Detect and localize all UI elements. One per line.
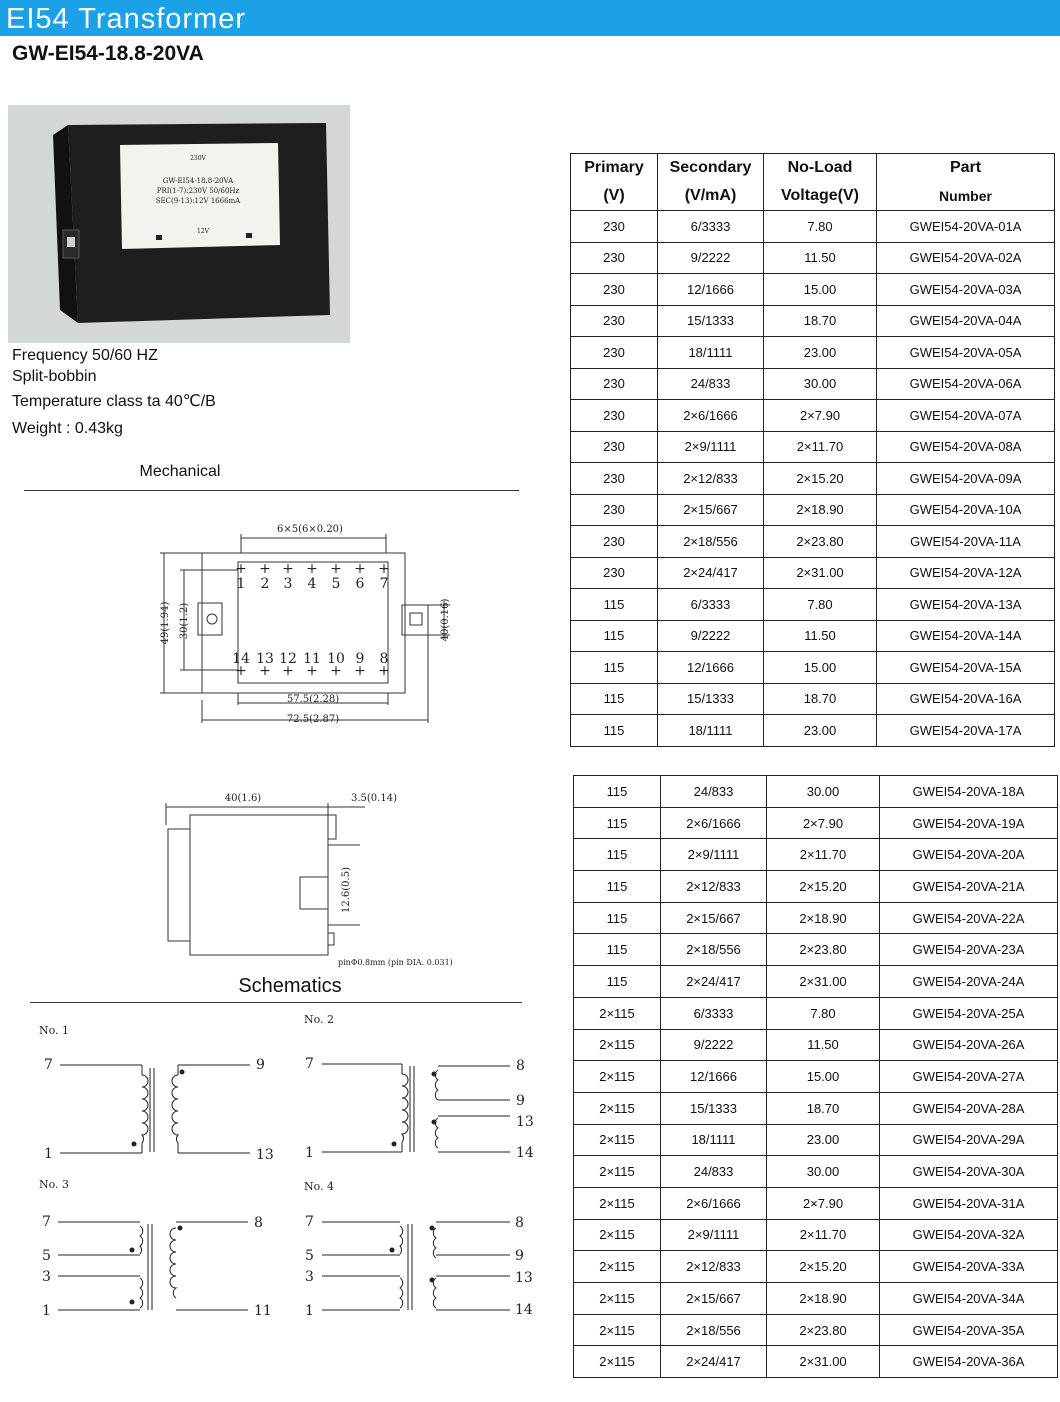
cell-no-load-voltage: 23.00 [767, 1124, 880, 1156]
cell-part-number: GWEI54-20VA-09A [877, 463, 1055, 495]
pin-number: 13 [515, 1270, 533, 1286]
cell-secondary: 2×24/417 [658, 557, 764, 589]
cell-part-number: GWEI54-20VA-36A [880, 1346, 1058, 1378]
cell-no-load-voltage: 2×11.70 [764, 431, 877, 463]
table-row [574, 966, 1058, 998]
pin-label: 12 [279, 651, 297, 667]
cell-secondary: 15/1333 [658, 305, 764, 337]
cell-no-load-voltage: 30.00 [767, 1156, 880, 1188]
cell-no-load-voltage: 7.80 [764, 589, 877, 621]
cell-primary: 115 [574, 966, 661, 998]
cell-no-load-voltage: 2×31.00 [767, 966, 880, 998]
cell-no-load-voltage: 2×18.90 [767, 1283, 880, 1315]
pin-number: 3 [305, 1269, 314, 1285]
table-row [571, 715, 1055, 747]
cell-primary: 115 [574, 871, 661, 903]
pin-number: 9 [516, 1093, 525, 1109]
cell-secondary: 2×6/1666 [658, 400, 764, 432]
table-row [574, 1187, 1058, 1219]
table-row [571, 431, 1055, 463]
pin-number: 14 [515, 1302, 533, 1318]
cell-secondary: 2×12/833 [661, 1251, 767, 1283]
photo-label-line: 230V [190, 155, 206, 162]
cell-part-number: GWEI54-20VA-03A [877, 274, 1055, 306]
table-row [571, 494, 1055, 526]
cell-part-number: GWEI54-20VA-08A [877, 431, 1055, 463]
table-row [571, 274, 1055, 306]
cell-secondary: 2×24/417 [661, 966, 767, 998]
spec-table-bottom [573, 775, 1058, 1378]
product-photo [8, 105, 350, 343]
page-banner [0, 0, 1060, 36]
cell-primary: 2×115 [574, 1219, 661, 1251]
cell-no-load-voltage: 2×7.90 [764, 400, 877, 432]
table-row [574, 807, 1058, 839]
cell-secondary: 6/3333 [658, 589, 764, 621]
schematic-diagrams [30, 1010, 550, 1320]
cell-no-load-voltage: 30.00 [767, 776, 880, 808]
svg-text:+: + [330, 663, 342, 679]
table-row [574, 1314, 1058, 1346]
pin-label: 11 [303, 651, 321, 667]
cell-no-load-voltage: 2×11.70 [767, 1219, 880, 1251]
pin-number: 1 [305, 1145, 314, 1161]
table-row [571, 242, 1055, 274]
cell-part-number: GWEI54-20VA-17A [877, 715, 1055, 747]
cell-no-load-voltage: 2×11.70 [767, 839, 880, 871]
cell-no-load-voltage: 30.00 [764, 368, 877, 400]
table-header-row [571, 154, 1055, 211]
cell-part-number: GWEI54-20VA-25A [880, 997, 1058, 1029]
cell-primary: 2×115 [574, 1092, 661, 1124]
cell-primary: 230 [571, 368, 658, 400]
table-row [574, 776, 1058, 808]
cell-secondary: 2×15/667 [658, 494, 764, 526]
dim-width-inner: 57.5(2.28) [286, 694, 340, 705]
cell-part-number: GWEI54-20VA-28A [880, 1092, 1058, 1124]
svg-text:+: + [259, 663, 271, 679]
table-row [574, 871, 1058, 903]
cell-no-load-voltage: 11.50 [767, 1029, 880, 1061]
table-row [571, 368, 1055, 400]
cell-part-number: GWEI54-20VA-11A [877, 526, 1055, 558]
svg-text:+: + [306, 561, 318, 577]
schematic-label: No. 4 [304, 1180, 335, 1193]
cell-secondary: 9/2222 [658, 620, 764, 652]
dim-pin-spacing: 6×5(6×0.20) [277, 524, 343, 535]
cell-primary: 115 [574, 902, 661, 934]
table-row [574, 1124, 1058, 1156]
cell-primary: 115 [571, 589, 658, 621]
cell-secondary: 24/833 [661, 1156, 767, 1188]
cell-secondary: 18/1111 [658, 337, 764, 369]
cell-part-number: GWEI54-20VA-26A [880, 1029, 1058, 1061]
cell-secondary: 2×15/667 [661, 1283, 767, 1315]
cell-primary: 2×115 [574, 1187, 661, 1219]
pin-number: 1 [44, 1146, 53, 1162]
pin-label: 3 [283, 576, 293, 592]
spec-weight: Weight : 0.43kg [12, 420, 123, 437]
cell-primary: 230 [571, 431, 658, 463]
svg-text:+: + [259, 561, 271, 577]
cell-secondary: 2×24/417 [661, 1346, 767, 1378]
cell-secondary: 9/2222 [661, 1029, 767, 1061]
cell-part-number: GWEI54-20VA-10A [877, 494, 1055, 526]
cell-primary: 2×115 [574, 1251, 661, 1283]
cell-primary: 230 [571, 494, 658, 526]
cell-no-load-voltage: 11.50 [764, 242, 877, 274]
svg-text:+: + [354, 561, 366, 577]
spec-table [570, 153, 1055, 747]
photo-label-line: 12V [197, 228, 209, 235]
pin-number: 9 [256, 1057, 265, 1073]
cell-part-number: GWEI54-20VA-35A [880, 1314, 1058, 1346]
cell-primary: 115 [574, 934, 661, 966]
cell-secondary: 2×9/1111 [661, 1219, 767, 1251]
schematic-label: No. 3 [39, 1178, 70, 1191]
cell-no-load-voltage: 2×15.20 [764, 463, 877, 495]
cell-primary: 230 [571, 274, 658, 306]
banner-title: EI54 Transformer [6, 3, 247, 35]
pin-number: 7 [42, 1214, 51, 1230]
dim-height-inner: 30(1.2) [179, 602, 190, 640]
cell-no-load-voltage: 11.50 [764, 620, 877, 652]
cell-primary: 2×115 [574, 997, 661, 1029]
cell-primary: 115 [571, 683, 658, 715]
cell-part-number: GWEI54-20VA-04A [877, 305, 1055, 337]
table-row [574, 1283, 1058, 1315]
svg-text:+: + [330, 561, 342, 577]
cell-primary: 2×115 [574, 1156, 661, 1188]
cell-part-number: GWEI54-20VA-21A [880, 871, 1058, 903]
cell-primary: 2×115 [574, 1124, 661, 1156]
cell-secondary: 12/1666 [658, 652, 764, 684]
cell-part-number: GWEI54-20VA-31A [880, 1187, 1058, 1219]
cell-primary: 230 [571, 337, 658, 369]
cell-primary: 115 [571, 715, 658, 747]
cell-secondary: 9/2222 [658, 242, 764, 274]
cell-secondary: 18/1111 [658, 715, 764, 747]
table-row [571, 526, 1055, 558]
cell-primary: 115 [574, 839, 661, 871]
table-row [574, 997, 1058, 1029]
table-row [574, 1219, 1058, 1251]
cell-no-load-voltage: 15.00 [767, 1061, 880, 1093]
table-row [571, 337, 1055, 369]
cell-secondary: 12/1666 [661, 1061, 767, 1093]
pin-label: 1 [236, 576, 246, 592]
pin-label: 13 [256, 651, 274, 667]
spec-bobbin: Split-bobbin [12, 368, 97, 385]
header-part-number: Part Number [877, 154, 1055, 211]
cell-no-load-voltage: 2×7.90 [767, 1187, 880, 1219]
transformer-illustration [8, 105, 350, 343]
schematic-label: No. 2 [304, 1013, 335, 1026]
cell-no-load-voltage: 18.70 [767, 1092, 880, 1124]
pin-number: 11 [254, 1303, 272, 1319]
table-row [574, 1092, 1058, 1124]
table-row [574, 1251, 1058, 1283]
spec-table [573, 775, 1058, 1378]
svg-text:+: + [282, 561, 294, 577]
table-row [571, 652, 1055, 684]
pin-label: 6 [355, 576, 365, 592]
mechanical-top-drawing [150, 515, 470, 730]
table-row [574, 934, 1058, 966]
pin-number: 7 [305, 1214, 314, 1230]
cell-part-number: GWEI54-20VA-34A [880, 1283, 1058, 1315]
svg-text:+: + [306, 663, 318, 679]
pin-label: 4 [307, 576, 317, 592]
table-row [574, 839, 1058, 871]
cell-primary: 230 [571, 211, 658, 243]
schematics-title: Schematics [238, 975, 342, 997]
cell-primary: 115 [574, 776, 661, 808]
cell-primary: 115 [574, 807, 661, 839]
photo-label-line: SEC(9-13):12V 1666mA [155, 197, 241, 205]
pin-label: 9 [355, 651, 365, 667]
cell-part-number: GWEI54-20VA-06A [877, 368, 1055, 400]
table-row [571, 683, 1055, 715]
cell-no-load-voltage: 15.00 [764, 652, 877, 684]
dim-side: 40(0.16) [440, 598, 451, 642]
table-row [574, 1029, 1058, 1061]
cell-secondary: 15/1333 [658, 683, 764, 715]
cell-no-load-voltage: 18.70 [764, 683, 877, 715]
cell-primary: 2×115 [574, 1029, 661, 1061]
pin-number: 8 [515, 1215, 524, 1231]
cell-part-number: GWEI54-20VA-29A [880, 1124, 1058, 1156]
cell-secondary: 2×6/1666 [661, 807, 767, 839]
cell-no-load-voltage: 23.00 [764, 715, 877, 747]
cell-primary: 115 [571, 652, 658, 684]
cell-secondary: 2×9/1111 [661, 839, 767, 871]
cell-part-number: GWEI54-20VA-14A [877, 620, 1055, 652]
dim-side-height: 12.6(0.5) [341, 867, 352, 913]
cell-primary: 230 [571, 400, 658, 432]
mechanical-divider [24, 490, 519, 491]
cell-secondary: 6/3333 [661, 997, 767, 1029]
pin-label: 10 [327, 651, 345, 667]
mechanical-title: Mechanical [139, 463, 221, 480]
spec-frequency: Frequency 50/60 HZ [12, 347, 158, 364]
svg-text:+: + [235, 663, 247, 679]
pin-number: 7 [305, 1056, 314, 1072]
cell-part-number: GWEI54-20VA-01A [877, 211, 1055, 243]
cell-part-number: GWEI54-20VA-05A [877, 337, 1055, 369]
cell-secondary: 2×18/556 [661, 1314, 767, 1346]
pin-number: 13 [516, 1114, 534, 1130]
cell-secondary: 2×18/556 [658, 526, 764, 558]
cell-no-load-voltage: 15.00 [764, 274, 877, 306]
cell-no-load-voltage: 2×7.90 [767, 807, 880, 839]
cell-secondary: 6/3333 [658, 211, 764, 243]
cell-secondary: 18/1111 [661, 1124, 767, 1156]
cell-secondary: 2×9/1111 [658, 431, 764, 463]
cell-no-load-voltage: 2×18.90 [767, 902, 880, 934]
cell-part-number: GWEI54-20VA-15A [877, 652, 1055, 684]
pin-number: 1 [42, 1303, 51, 1319]
cell-secondary: 2×15/667 [661, 902, 767, 934]
table-row [574, 1346, 1058, 1378]
pin-label: 2 [260, 576, 270, 592]
dim-pin-length: 3.5(0.14) [351, 793, 397, 804]
cell-primary: 2×115 [574, 1314, 661, 1346]
svg-text:+: + [282, 663, 294, 679]
table-row [574, 1156, 1058, 1188]
cell-primary: 230 [571, 463, 658, 495]
table-row [571, 620, 1055, 652]
model-number: GW-EI54-18.8-20VA [12, 42, 204, 65]
pin-label: 5 [331, 576, 341, 592]
cell-primary: 2×115 [574, 1283, 661, 1315]
svg-text:+: + [378, 561, 390, 577]
cell-secondary: 12/1666 [658, 274, 764, 306]
cell-secondary: 2×12/833 [661, 871, 767, 903]
table-row [571, 463, 1055, 495]
header-secondary: Secondary (V/mA) [658, 154, 764, 211]
pin-number: 8 [516, 1058, 525, 1074]
svg-text:+: + [378, 663, 390, 679]
cell-no-load-voltage: 23.00 [764, 337, 877, 369]
dim-side-depth: 40(1.6) [224, 793, 262, 804]
spec-temperature: Temperature class ta 40℃/B [12, 393, 216, 410]
cell-no-load-voltage: 2×15.20 [767, 871, 880, 903]
pin-number: 1 [305, 1303, 314, 1319]
cell-no-load-voltage: 2×23.80 [764, 526, 877, 558]
cell-secondary: 15/1333 [661, 1092, 767, 1124]
spec-table-top [570, 153, 1055, 747]
table-row [571, 305, 1055, 337]
cell-part-number: GWEI54-20VA-12A [877, 557, 1055, 589]
table-row [571, 400, 1055, 432]
spec-list [12, 345, 216, 439]
dim-width-outer: 72.5(2.87) [286, 714, 340, 725]
pin-label: 14 [232, 651, 250, 667]
pin-number: 5 [42, 1248, 51, 1264]
cell-part-number: GWEI54-20VA-23A [880, 934, 1058, 966]
pin-number: 7 [44, 1057, 53, 1073]
mechanical-side-drawing [160, 785, 480, 975]
pin-number: 5 [305, 1248, 314, 1264]
table-row [571, 557, 1055, 589]
dim-height-outer: 49(1.94) [160, 601, 171, 645]
cell-secondary: 24/833 [658, 368, 764, 400]
pin-number: 3 [42, 1269, 51, 1285]
svg-text:+: + [235, 561, 247, 577]
header-primary: Primary (V) [571, 154, 658, 211]
header-no-load-voltage: No-Load Voltage(V) [764, 154, 877, 211]
cell-part-number: GWEI54-20VA-20A [880, 839, 1058, 871]
cell-primary: 230 [571, 242, 658, 274]
pin-number: 8 [254, 1215, 263, 1231]
cell-primary: 230 [571, 305, 658, 337]
cell-part-number: GWEI54-20VA-18A [880, 776, 1058, 808]
table-row [571, 211, 1055, 243]
cell-secondary: 2×12/833 [658, 463, 764, 495]
cell-no-load-voltage: 2×31.00 [764, 557, 877, 589]
pin-number: 14 [516, 1145, 534, 1161]
cell-part-number: GWEI54-20VA-27A [880, 1061, 1058, 1093]
cell-no-load-voltage: 7.80 [764, 211, 877, 243]
cell-secondary: 24/833 [661, 776, 767, 808]
cell-part-number: GWEI54-20VA-32A [880, 1219, 1058, 1251]
cell-part-number: GWEI54-20VA-33A [880, 1251, 1058, 1283]
cell-no-load-voltage: 2×23.80 [767, 934, 880, 966]
cell-primary: 2×115 [574, 1346, 661, 1378]
cell-primary: 230 [571, 557, 658, 589]
cell-part-number: GWEI54-20VA-07A [877, 400, 1055, 432]
cell-primary: 230 [571, 526, 658, 558]
cell-no-load-voltage: 18.70 [764, 305, 877, 337]
cell-no-load-voltage: 7.80 [767, 997, 880, 1029]
cell-no-load-voltage: 2×23.80 [767, 1314, 880, 1346]
svg-text:+: + [354, 663, 366, 679]
pin-number: 9 [515, 1248, 524, 1264]
cell-part-number: GWEI54-20VA-24A [880, 966, 1058, 998]
cell-secondary: 2×6/1666 [661, 1187, 767, 1219]
cell-secondary: 2×18/556 [661, 934, 767, 966]
table-row [574, 1061, 1058, 1093]
cell-primary: 115 [571, 620, 658, 652]
cell-part-number: GWEI54-20VA-13A [877, 589, 1055, 621]
cell-part-number: GWEI54-20VA-22A [880, 902, 1058, 934]
photo-label-line: PRI(1-7):230V 50/60Hz [156, 187, 240, 195]
cell-part-number: GWEI54-20VA-02A [877, 242, 1055, 274]
schematics-divider [30, 1002, 522, 1003]
photo-label-line: GW-EI54-18.8-20VA [162, 177, 234, 185]
cell-no-load-voltage: 2×18.90 [764, 494, 877, 526]
cell-part-number: GWEI54-20VA-30A [880, 1156, 1058, 1188]
table-row [574, 902, 1058, 934]
table-row [571, 589, 1055, 621]
cell-part-number: GWEI54-20VA-19A [880, 807, 1058, 839]
pin-number: 13 [256, 1147, 274, 1163]
schematic-label: No. 1 [39, 1024, 70, 1037]
pin-label: 8 [379, 651, 389, 667]
cell-no-load-voltage: 2×15.20 [767, 1251, 880, 1283]
cell-part-number: GWEI54-20VA-16A [877, 683, 1055, 715]
pin-label: 7 [379, 576, 389, 592]
cell-primary: 2×115 [574, 1061, 661, 1093]
pin-note: pinΦ0.8mm (pin DIA. 0.031) [338, 958, 453, 967]
cell-no-load-voltage: 2×31.00 [767, 1346, 880, 1378]
